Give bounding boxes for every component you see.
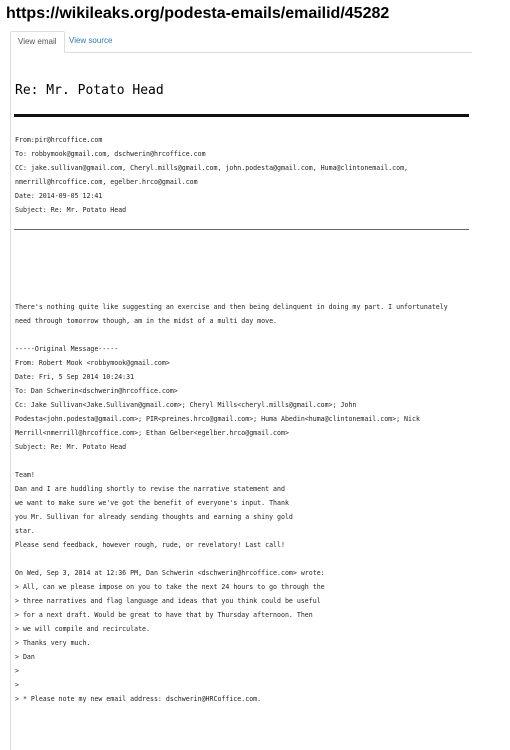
quoted-line: Podesta<john.podesta@gmail.com>; PIR<preines.hrco@gmail.com>; Huma Abedin<huma@clintonemail.com>; Nick (15, 415, 420, 423)
tab-view-source[interactable]: View source (69, 36, 113, 45)
quoted-line: On Wed, Sep 3, 2014 at 12:36 PM, Dan Schwerin <dschwerin@hrcoffice.com> wrote: (15, 569, 325, 577)
quoted-line: > Thanks very much. (15, 639, 91, 647)
quoted-line: Subject: Re: Mr. Potato Head (15, 443, 127, 451)
email-title: Re: Mr. Potato Head (15, 83, 164, 98)
quoted-line: Merrill<nmerrill@hrcoffice.com>; Ethan Gelber<egelber.hrco@gmail.com> (15, 429, 289, 437)
quoted-line: we want to make sure we've got the benefit of everyone's input. Thank (15, 499, 289, 507)
body-line: There's nothing quite like suggesting an exercise and then being delinquent in doing my part. I unfortunately (15, 303, 448, 311)
quoted-line: > (15, 667, 19, 675)
quoted-line (15, 552, 475, 566)
header-from: From:pir@hrcoffice.com (15, 136, 103, 144)
quoted-line: Dan and I are huddling shortly to revise the narrative statement and (15, 485, 285, 493)
view-tabs (10, 31, 472, 53)
page-url: https://wikileaks.org/podesta-emails/emailid/45282 (6, 5, 390, 22)
quoted-line: -----Original Message----- (15, 345, 119, 353)
quoted-line: > All, can we please impose on you to take the next 24 hours to go through the (15, 583, 325, 591)
quoted-line: > three narratives and flag language and ideas that you think could be useful (15, 597, 321, 605)
quoted-line: Team! (15, 471, 35, 479)
quoted-line (15, 454, 475, 468)
quoted-line: > Dan (15, 653, 35, 661)
header-date: Date: 2014-09-05 12:41 (15, 192, 103, 200)
body-line: need through tomorrow though, am in the midst of a multi day move. (15, 317, 278, 325)
quoted-line: you Mr. Sullivan for already sending thoughts and earning a shiny gold (15, 513, 293, 521)
email-body (15, 300, 475, 706)
quoted-line: > * Please note my new email address: dschwerin@HRCoffice.com. (15, 695, 262, 703)
quoted-line: > (15, 681, 19, 689)
quoted-line: Cc: Jake Sullivan<Jake.Sullivan@gmail.com>; Cheryl Mills<cheryl.mills@gmail.com>; John (15, 401, 357, 409)
email-headers (15, 133, 475, 217)
header-cc-continued: nmerrill@hrcoffice.com, egelber.hrco@gmail.com (15, 178, 198, 186)
quoted-line: > for a next draft. Would be great to have that by Thursday afternoon. Then (15, 611, 313, 619)
headers-divider (14, 229, 469, 230)
quoted-line: From: Robert Mook <robbymook@gmail.com> (15, 359, 170, 367)
title-divider (14, 114, 469, 117)
quoted-line: To: Dan Schwerin<dschwerin@hrcoffice.com> (15, 387, 178, 395)
quoted-line: Please send feedback, however rough, rude, or revelatory! Last call! (15, 541, 285, 549)
quoted-line: star. (15, 527, 35, 535)
header-subject: Subject: Re: Mr. Potato Head (15, 206, 127, 214)
tab-view-email[interactable]: View email (10, 31, 65, 53)
quoted-line: > we will compile and recirculate. (15, 625, 150, 633)
header-cc: CC: jake.sullivan@gmail.com, Cheryl.mills@gmail.com, john.podesta@gmail.com, Huma@clintonemail.com, (15, 164, 409, 172)
quoted-line: Date: Fri, 5 Sep 2014 10:24:31 (15, 373, 135, 381)
header-to: To: robbymook@gmail.com, dschwerin@hrcoffice.com (15, 150, 206, 158)
content-panel-border (10, 52, 11, 750)
